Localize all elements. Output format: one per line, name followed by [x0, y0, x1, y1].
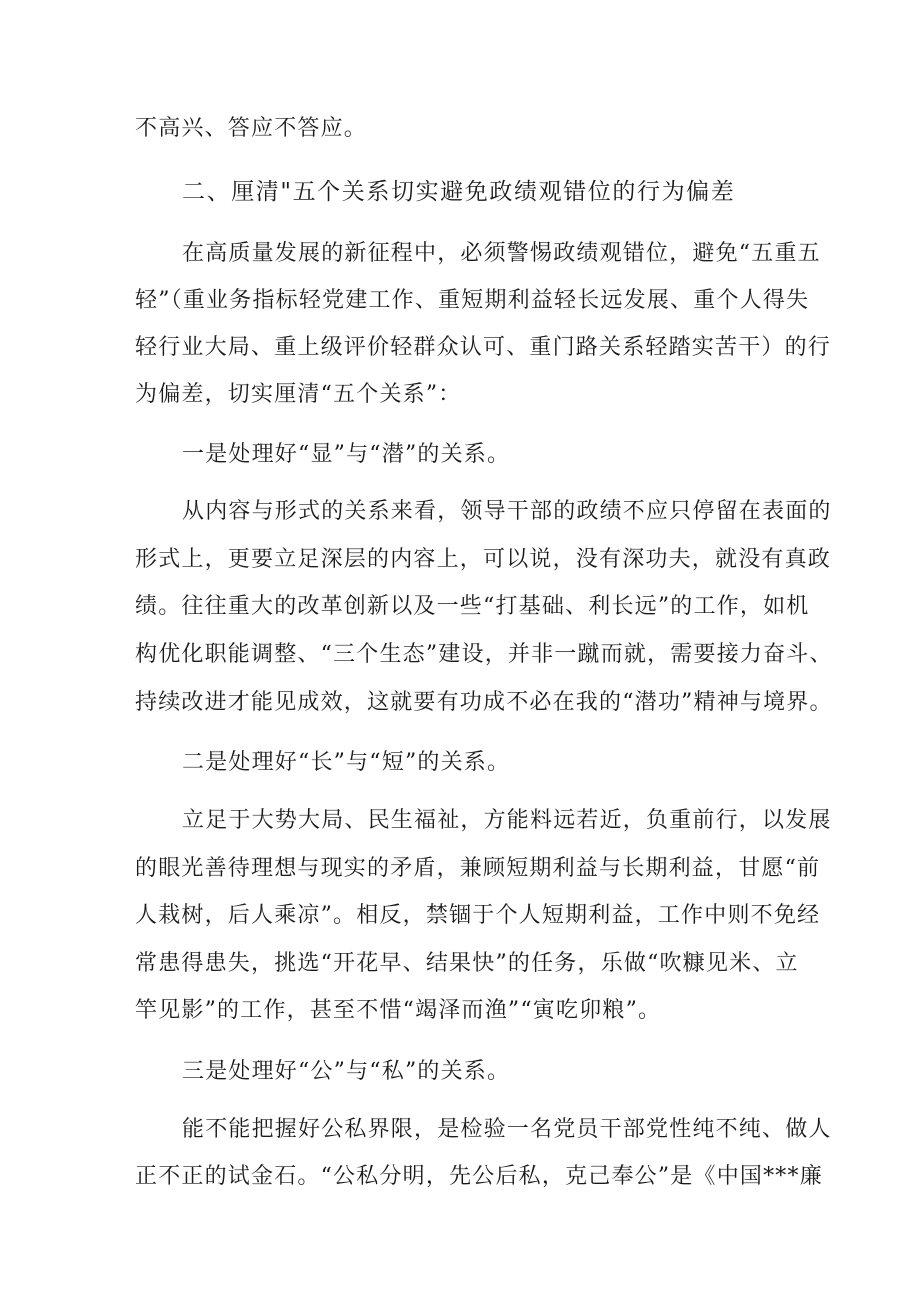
- text-line-5: 轻行业大局、重上级评价轻群众认可、重门路关系轻踏实苦干）的行: [135, 335, 832, 360]
- text-line-6: 为偏差，切实厘清“五个关系”：: [135, 382, 462, 407]
- subheading-2: 二是处理好“长”与“短”的关系。: [182, 750, 511, 775]
- text-line-15: 的眼光善待理想与现实的矛盾，兼顾短期利益与长期利益，甘愿“前: [135, 856, 821, 881]
- text-line-9: 形式上，更要立足深层的内容上，可以说，没有深功夫，就没有真政: [135, 547, 832, 572]
- text-line-14: 立足于大势大局、民生福祉，方能料远若近，负重前行，以发展: [182, 808, 832, 833]
- subheading-1: 一是处理好“显”与“潜”的关系。: [182, 442, 511, 467]
- section-heading: 二、厘清"五个关系切实避免政绩观错位的行为偏差: [182, 179, 736, 205]
- text-line-21: 正不正的试金石。“公私分明，先公后私，克己奉公”是《中国***廉: [135, 1164, 823, 1189]
- text-line-10: 绩。往往重大的改革创新以及一些“打基础、利长远”的工作，如机: [135, 594, 810, 619]
- text-line-20: 能不能把握好公私界限，是检验一名党员干部党性纯不纯、做人: [182, 1117, 832, 1142]
- subheading-3: 三是处理好“公”与“私”的关系。: [182, 1059, 511, 1084]
- text-line-1: 不高兴、答应不答应。: [135, 116, 368, 141]
- text-line-4: 轻”（重业务指标轻党建工作、重短期利益轻长远发展、重个人得失: [135, 288, 810, 313]
- text-line-8: 从内容与形式的关系来看，领导干部的政绩不应只停留在表面的: [182, 499, 832, 524]
- text-line-3: 在高质量发展的新征程中，必须警惕政绩观错位，避免“五重五: [182, 241, 821, 266]
- text-line-18: 竿见影”的工作，甚至不惜“竭泽而渔”“寅吃卯粮”。: [135, 998, 662, 1023]
- text-line-12: 持续改进才能见成效，这就要有功成不必在我的“潜功”精神与境界。: [135, 690, 833, 715]
- text-line-11: 构优化职能调整、“三个生态”建设，并非一蹴而就，需要接力奋斗、: [135, 642, 833, 667]
- text-line-16: 人栽树，后人乘凉”。相反，禁锢于个人短期利益，工作中则不免经: [135, 903, 821, 928]
- text-line-17: 常患得患失，挑选“开花早、结果快”的任务，乐做“吹糠见米、立: [135, 951, 799, 976]
